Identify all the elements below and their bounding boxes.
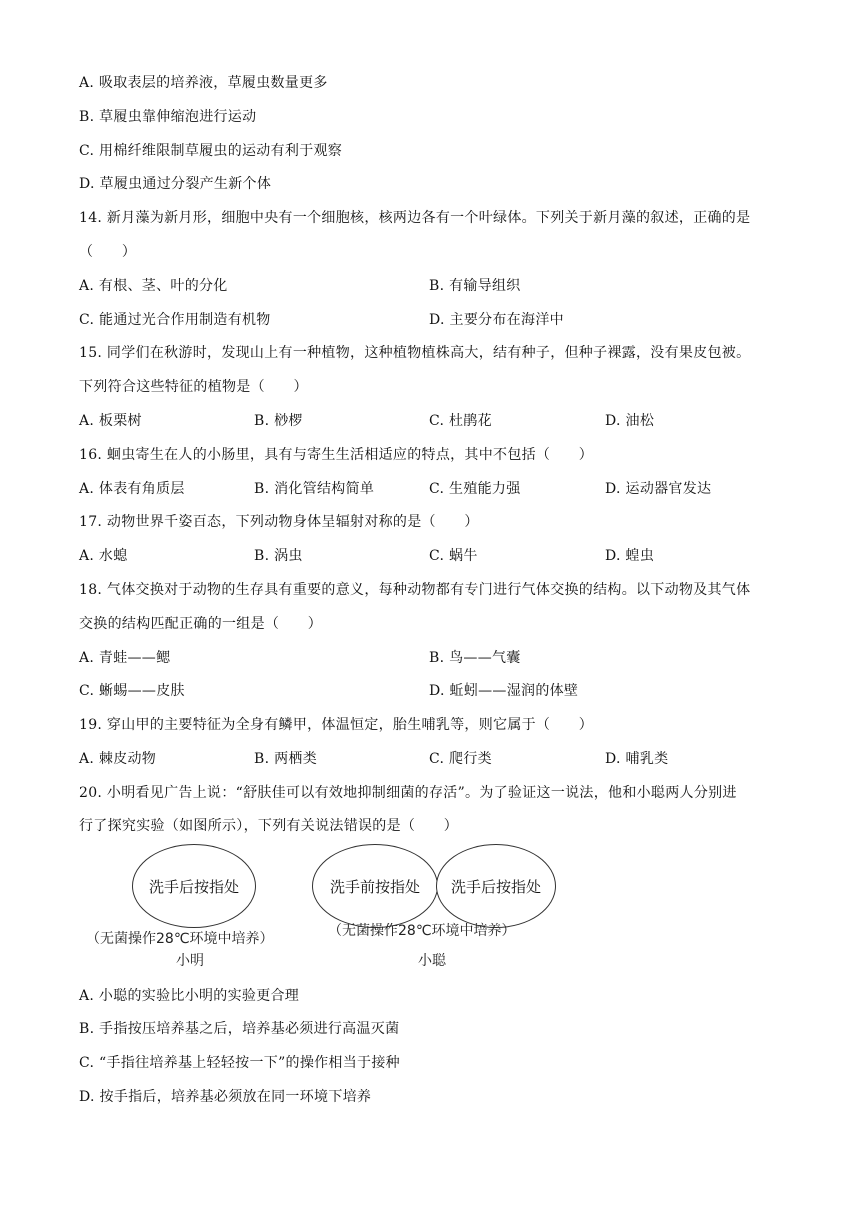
q15-option-c: C. 杜鹃花 — [429, 413, 492, 429]
q16-option-c: C. 生殖能力强 — [429, 481, 521, 497]
q19-option-a: A. 棘皮动物 — [79, 751, 157, 767]
q14-option-d: D. 主要分布在海洋中 — [429, 312, 564, 328]
q19-option-c: C. 爬行类 — [429, 751, 492, 767]
q18-option-c: C. 蜥蜴——皮肤 — [79, 683, 185, 699]
xiaoming-condition: （无菌操作28℃环境中培养） — [86, 931, 274, 947]
q17-option-b: B. 涡虫 — [254, 548, 303, 564]
q18-stem: 18. 气体交换对于动物的生存具有重要的意义，每种动物都有专门进行气体交换的结构。以下动物及其气体 — [79, 582, 751, 598]
q15-option-a: A. 板栗树 — [79, 413, 142, 429]
q19-stem: 19. 穿山甲的主要特征为全身有鳞甲，体温恒定，胎生哺乳等，则它属于（ ） — [79, 717, 594, 733]
xiaocong-condition: （无菌操作28℃环境中培养） — [328, 923, 516, 939]
q20-option-b: B. 手指按压培养基之后，培养基必须进行高温灭菌 — [79, 1021, 400, 1037]
xiaocong-petri-dish-before — [312, 844, 438, 928]
xiaocong-dish-before-label: 洗手前按指处 — [329, 877, 420, 896]
q16-option-a: A. 体表有角质层 — [79, 481, 185, 497]
q13-option-c: C. 用棉纤维限制草履虫的运动有利于观察 — [79, 143, 343, 159]
q16-stem: 16. 蛔虫寄生在人的小肠里，具有与寄生生活相适应的特点，其中不包括（ ） — [79, 447, 594, 463]
q20-stem: 20. 小明看见广告上说：“舒肤佳可以有效地抑制细菌的存活”。为了验证这一说法，他和小聪两人分别进 — [79, 785, 737, 801]
q14-option-c: C. 能通过光合作用制造有机物 — [79, 312, 271, 328]
q14-stem: 14. 新月藻为新月形，细胞中央有一个细胞核，核两边各有一个叶绿体。下列关于新月藻的叙述，正确的是 — [79, 210, 751, 226]
experiment-figure — [80, 838, 580, 978]
q20-option-c: C. “手指往培养基上轻轻按一下”的操作相当于接种 — [79, 1055, 400, 1071]
xiaocong-label: 小聪 — [418, 953, 446, 969]
q14-option-a: A. 有根、茎、叶的分化 — [79, 278, 228, 294]
q16-option-d: D. 运动器官发达 — [605, 481, 712, 497]
q13-option-d: D. 草履虫通过分裂产生新个体 — [79, 176, 272, 192]
q18-stem-cont: 交换的结构匹配正确的一组是（ ） — [79, 616, 323, 632]
q15-stem-cont: 下列符合这些特征的植物是（ ） — [79, 379, 308, 395]
q14-stem-cont: （ ） — [79, 244, 137, 260]
q19-option-b: B. 两栖类 — [254, 751, 317, 767]
q18-option-b: B. 鸟——气囊 — [429, 650, 521, 666]
xiaocong-dish-after-label: 洗手后按指处 — [450, 877, 541, 896]
q13-option-a: A. 吸取表层的培养液，草履虫数量更多 — [79, 75, 328, 91]
q17-option-a: A. 水螅 — [79, 548, 128, 564]
q16-option-b: B. 消化管结构简单 — [254, 481, 375, 497]
q17-stem: 17. 动物世界千姿百态，下列动物身体呈辐射对称的是（ ） — [79, 514, 479, 530]
q17-option-d: D. 蝗虫 — [605, 548, 655, 564]
q15-stem: 15. 同学们在秋游时，发现山上有一种植物，这种植物植株高大，结有种子，但种子裸露，没有果皮包被。 — [79, 345, 751, 361]
q17-option-c: C. 蜗牛 — [429, 548, 478, 564]
q14-option-b: B. 有输导组织 — [429, 278, 521, 294]
xiaoming-petri-dish — [132, 844, 256, 928]
q20-stem-cont: 行了探究实验（如图所示），下列有关说法错误的是（ ） — [79, 818, 459, 834]
xiaocong-petri-dish-after — [436, 844, 556, 928]
q15-option-d: D. 油松 — [605, 413, 655, 429]
q20-option-a: A. 小聪的实验比小明的实验更合理 — [79, 988, 300, 1004]
q13-option-b: B. 草履虫靠伸缩泡进行运动 — [79, 109, 257, 125]
q19-option-d: D. 哺乳类 — [605, 751, 669, 767]
q15-option-b: B. 桫椤 — [254, 413, 303, 429]
q20-option-d: D. 按手指后，培养基必须放在同一环境下培养 — [79, 1089, 372, 1105]
q18-option-a: A. 青蛙——鳃 — [79, 650, 171, 666]
xiaoming-label: 小明 — [176, 953, 204, 969]
xiaoming-dish-label: 洗手后按指处 — [148, 877, 239, 896]
q18-option-d: D. 蚯蚓——湿润的体壁 — [429, 683, 579, 699]
